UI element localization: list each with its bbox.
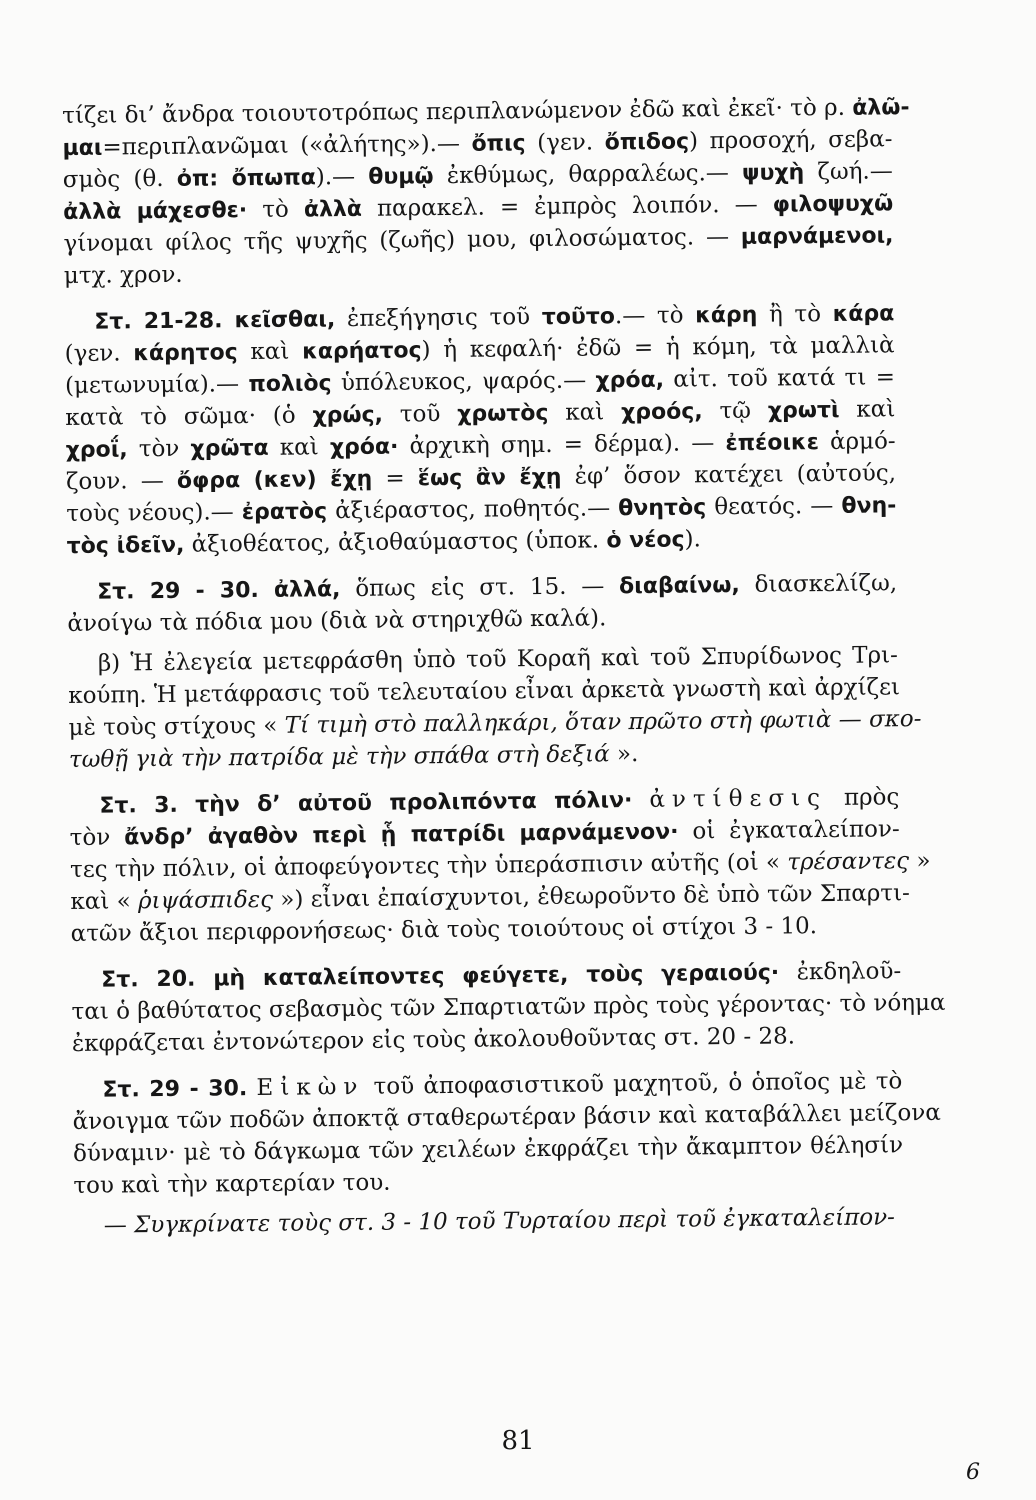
- text-run: ζουν. —: [65, 467, 178, 495]
- text-run: μὲ τοὺς στίχους «: [68, 712, 285, 741]
- text-run: θεατός. —: [706, 492, 842, 521]
- bold-term: χρώς,: [312, 402, 384, 429]
- bold-term: καρήατος: [302, 338, 422, 365]
- text-run: »: [908, 847, 931, 875]
- text-run: παρακελ. = ἐμπρὸς λοιπόν. —: [361, 191, 773, 222]
- bold-term: ἄνδρ’ ἀγαθὸν περὶ ᾗ πατρίδι μαρνάμενον·: [124, 819, 679, 851]
- bold-term: θνητὸς: [618, 495, 707, 522]
- text-run: γίνομαι φίλος τῆς ψυχῆς (ζωῆς) μου, φιλοσώματος. —: [63, 223, 741, 257]
- text-run: ).—: [315, 163, 369, 191]
- bold-term: χροός,: [620, 399, 703, 426]
- bold-term: χρωτὸς: [457, 400, 549, 427]
- bold-term: θυμῷ: [368, 164, 434, 190]
- bold-term: τοῦτο: [541, 304, 616, 330]
- text-run: ἐπεξήγησις τοῦ: [335, 303, 542, 333]
- bold-term: χρόα,: [595, 367, 665, 394]
- text-run: καὶ: [268, 434, 331, 461]
- bold-term: ἕως ἂν ἔχῃ: [417, 464, 562, 492]
- bold-term: μαρνάμενοι,: [740, 223, 894, 250]
- bold-term: χροΐ,: [65, 437, 128, 463]
- italic-quote: Συγκρίνατε τοὺς στ. 3 - 10 τοῦ Τυρταίου περὶ τοῦ ἐγκαταλείπον-: [133, 1204, 896, 1239]
- text-run: ὑπόλευκος, ψαρός.—: [331, 367, 596, 397]
- text-run: τοὺς νέους).—: [66, 499, 242, 527]
- text-run: ζωή.—: [804, 158, 893, 186]
- bold-term: Στ. 21-28. κεῖσθαι,: [94, 307, 336, 335]
- text-run: διασκελίζω,: [739, 570, 898, 598]
- bold-term: ἀλῶ-: [852, 95, 910, 121]
- signature-mark: 6: [966, 1460, 980, 1485]
- text-run: ».: [609, 741, 639, 768]
- text-run: αἰτ. τοῦ κατά τι =: [663, 364, 896, 393]
- text-run: τὸν: [127, 435, 191, 463]
- bold-term: χρόα·: [329, 434, 399, 461]
- bold-term: Στ. 29 - 30. ἀλλά,: [97, 577, 341, 605]
- bold-term: κάρα: [832, 301, 895, 327]
- text-run: ») εἶναι ἐπαίσχυντοι, ἐθεωροῦντο δὲ ὑπὸ τῶν Σπαρτι-: [272, 880, 910, 913]
- text-run: ατῶν ἄξιοι περιφρονήσεως· διὰ τοὺς τοιούτους οἱ στίχοι 3 - 10.: [70, 913, 818, 947]
- bold-term: Στ. 20. μὴ καταλείποντες φεύγετε, τοὺς γεραιούς·: [101, 960, 780, 993]
- text-run: (μετωνυμία).—: [64, 371, 249, 399]
- text-run: σμὸς (θ.: [62, 165, 177, 193]
- bold-term: Στ. 29 - 30.: [102, 1076, 248, 1103]
- bold-term: ὄπις: [471, 131, 526, 157]
- text-run: τίζει δι’ ἄνδρα τοιουτοτρόπως περιπλανώμενον ἐδῶ καὶ ἐκεῖ· τὸ ρ.: [62, 94, 853, 129]
- bold-term: διαβαίνω,: [618, 572, 740, 600]
- text-run: οἱ ἐγκαταλείπον-: [678, 816, 900, 845]
- bold-term: κάρητος: [133, 340, 238, 367]
- text-run: ἐκδηλοῦ-: [779, 958, 902, 986]
- text-run: του καὶ τὴν καρτερίαν του.: [73, 1169, 391, 1199]
- text-run: ἀξιέραστος, ποθητός.—: [326, 495, 619, 525]
- text-run: τοῦ ἀποφασιστικοῦ μαχητοῦ, ὁ ὁποῖος μὲ τὸ: [364, 1068, 903, 1100]
- bold-term: μαι: [62, 135, 103, 161]
- text-run: καὶ: [237, 338, 303, 366]
- bold-term: χρῶτα: [190, 435, 269, 462]
- text-run: ἁρμό-: [818, 428, 896, 456]
- bold-term: χρωτὶ: [767, 397, 840, 424]
- bold-term: ὀπ: ὄπωπα: [176, 165, 316, 192]
- text-run: ἀξιοθέατος, ἀξιοθαύμαστος (ὑποκ.: [184, 527, 607, 558]
- text-run: ἢ τὸ: [757, 300, 833, 328]
- text-run: ἐφ’ ὅσον κατέχει (αὐτούς,: [561, 460, 897, 490]
- text-run: .— τὸ: [614, 302, 696, 330]
- text-run: καὶ: [548, 399, 622, 426]
- bold-term: ψυχὴ: [741, 160, 805, 186]
- text-run: (γεν.: [525, 129, 605, 157]
- text-run: τὸν: [69, 824, 125, 851]
- bold-term: ὄφρα (κεν) ἔχῃ: [176, 466, 373, 494]
- bold-term: ὁ νέος: [606, 527, 685, 554]
- text-run: κατὰ τὸ σῶμα· (ὁ: [65, 402, 313, 431]
- italic-quote: ῥιψάσπιδες: [137, 886, 274, 915]
- text-run: =περιπλανῶμαι («ἀλήτης»).—: [102, 130, 472, 161]
- text-run: ἄνοιγμα τῶν ποδῶν ἀποκτᾷ σταθερωτέραν βάσιν καὶ καταβάλλει μείζονα: [72, 1099, 941, 1135]
- text-run: =: [372, 465, 418, 492]
- spaced-term: Εἰκὼν: [256, 1073, 365, 1102]
- text-run: κούπη. Ἡ μετάφρασις τοῦ τελευταίου εἶναι ἀρκετὰ γνωστὴ καὶ ἀρχίζει: [68, 674, 901, 709]
- bold-term: ἀλλὰ: [303, 196, 363, 223]
- text-run: ὅπως εἰς στ. 15. —: [340, 573, 620, 603]
- text-run: (γεν.: [64, 340, 134, 367]
- commentary-text: [62, 91, 946, 1242]
- text-run: —: [103, 1212, 135, 1239]
- text-run: δύναμιν· μὲ τὸ δάγκωμα τῶν χειλέων ἐκφράζει τὴν ἄκαμπτον θέλησίν: [72, 1132, 904, 1167]
- text-run: ) ἡ κεφαλή· ἐδῶ = ἡ κόμη, τὰ μαλλιὰ: [421, 332, 895, 364]
- text-run: τες τὴν πόλιν, οἱ ἀποφεύγοντες τὴν ὑπεράσπισιν αὐτῆς (οἱ «: [69, 849, 788, 883]
- text-run: μτχ. χρον.: [63, 261, 183, 289]
- bold-term: ὄπιδος: [604, 129, 690, 156]
- italic-quote: τρέσαντες: [787, 848, 910, 876]
- text-run: β) Ἡ ἐλεγεία μετεφράσθη ὑπὸ τοῦ Κοραῆ καὶ τοῦ Σπυρίδωνος Τρι-: [97, 642, 898, 677]
- page-number: 81: [501, 1426, 535, 1456]
- text-run: ται ὁ βαθύτατος σεβασμὸς τῶν Σπαρτιατῶν πρὸς τοὺς γέροντας· τὸ νόημα: [71, 989, 946, 1025]
- bold-term: πολιὸς: [248, 371, 332, 398]
- bold-term: φιλοψυχῶ: [772, 191, 894, 218]
- text-run: [632, 787, 649, 813]
- spaced-term: ἀντίθεσις: [649, 785, 828, 813]
- bold-term: κάρη: [695, 302, 758, 329]
- text-run: ἀνοίγω τὰ πόδια μου (διὰ νὰ στηριχθῶ καλά).: [67, 605, 607, 637]
- text-run: ) προσοχή, σεβα-: [688, 126, 893, 155]
- bold-term: ἐπέοικε: [725, 430, 820, 457]
- text-run: καὶ «: [70, 888, 139, 915]
- bold-term: ἐρατὸς: [241, 499, 328, 526]
- text-run: τῷ: [702, 397, 768, 425]
- text-run: ἐκθύμως, θαρραλέως.—: [433, 159, 743, 190]
- text-run: τοῦ: [382, 400, 458, 428]
- text-run: πρὸς: [826, 784, 900, 812]
- text-run: τὸ: [247, 196, 305, 224]
- italic-quote: Τί τιμὴ στὸ παλληκάρι, ὅταν πρῶτο στὴ φωτιὰ — σκο-: [284, 706, 922, 739]
- italic-quote: τωθῇ γιὰ τὴν πατρίδα μὲ τὴν σπάθα στὴ δεξιά: [68, 741, 610, 773]
- bold-term: τὸς ἰδεῖν,: [66, 532, 185, 559]
- text-run: ἀρχικὴ σημ. = δέρμα). —: [398, 430, 726, 460]
- text-run: καὶ: [839, 396, 896, 423]
- bold-term: ἀλλὰ μάχεσθε·: [63, 198, 248, 225]
- bold-term: θνη-: [841, 493, 897, 519]
- bold-term: Στ. 3. τὴν δ’ αὐτοῦ προλιπόντα πόλιν·: [99, 788, 633, 819]
- text-run: ἐκφράζεται ἐντονώτερον εἰς τοὺς ἀκολουθοῦντας στ. 20 - 28.: [71, 1023, 796, 1057]
- text-run: ).: [684, 526, 701, 553]
- text-run: [247, 1075, 257, 1101]
